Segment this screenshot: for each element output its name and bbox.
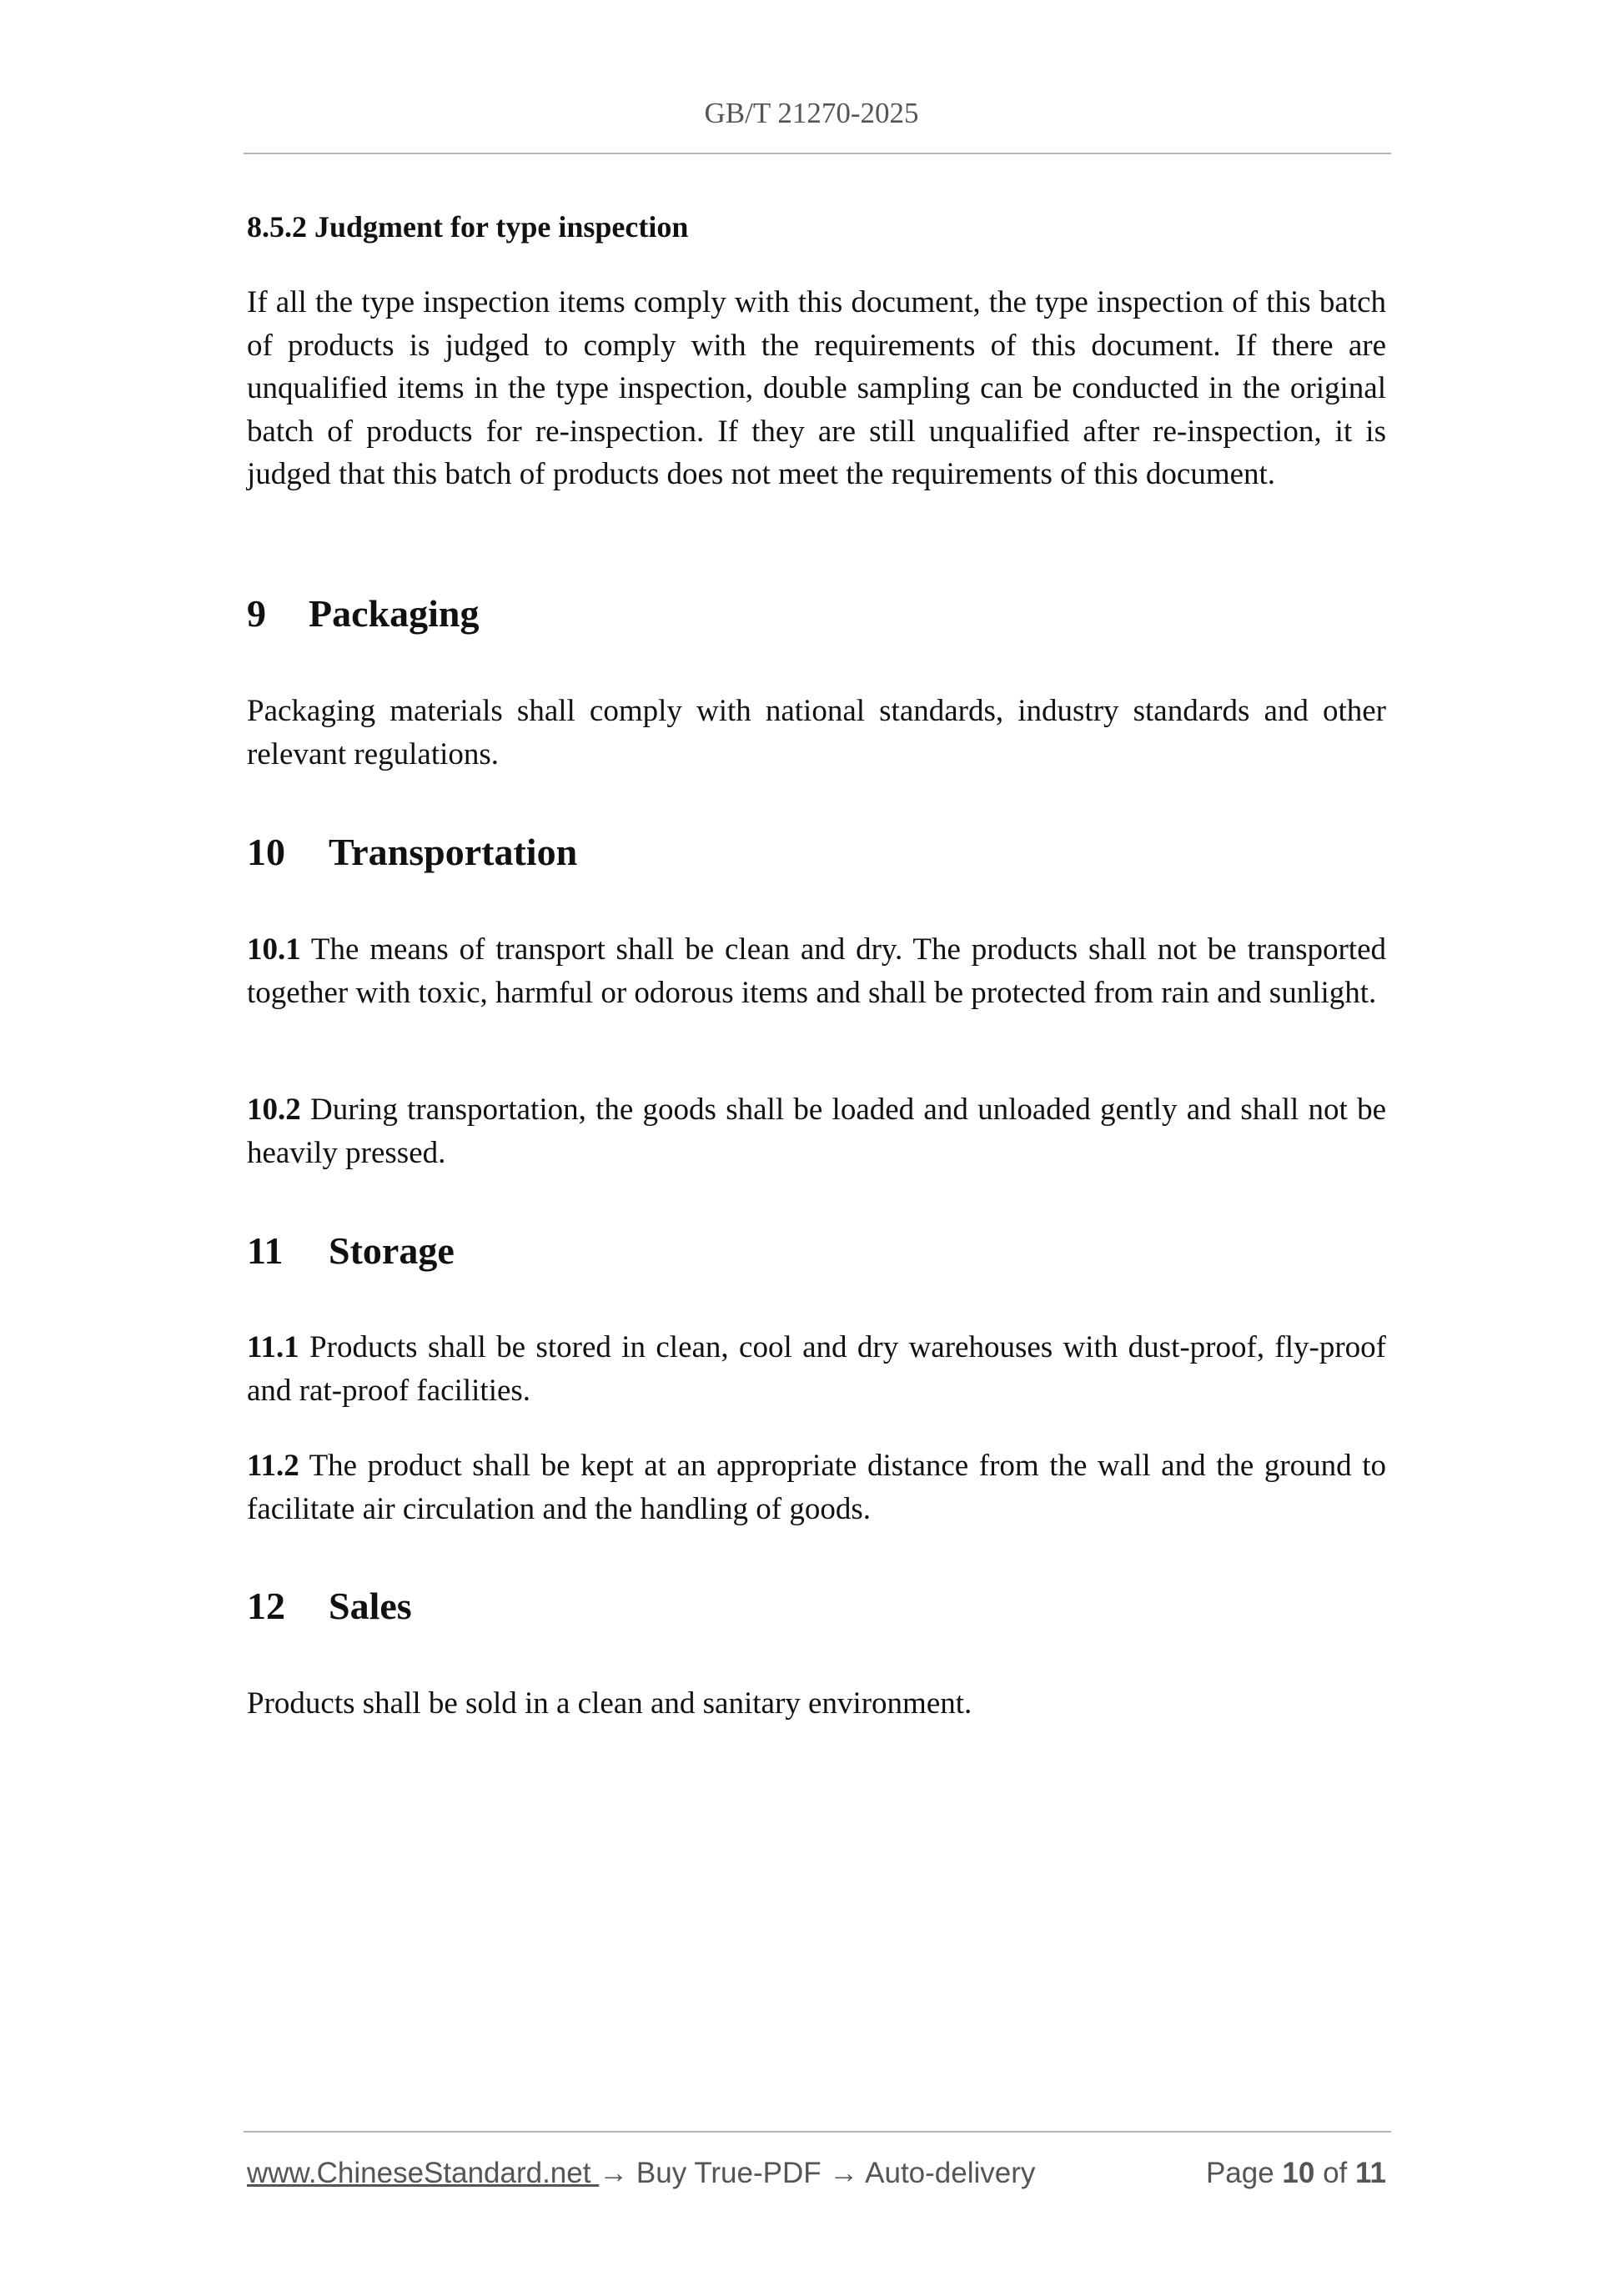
section-number: 9 [247,592,266,635]
section-number: 12 [247,1585,285,1627]
section-12-paragraph: Products shall be sold in a clean and sanitary environment. [247,1686,972,1721]
buy-pdf-text: Buy True-PDF [628,2157,830,2189]
clause-number: 11.2 [247,1449,299,1483]
section-number: 11 [247,1229,284,1272]
clause-text: The product shall be kept at an appropriate distance from the wall and the ground to facilitate air circulation and the handling of goods. [247,1449,1386,1526]
clause-number: 11.1 [247,1330,299,1364]
total-pages: 11 [1355,2157,1386,2189]
clause-10-1 [247,928,1386,1014]
footer-divider [244,2131,1391,2133]
section-12-heading [247,1581,1386,1631]
chinesestandard-link[interactable]: www.ChineseStandard.net [247,2157,600,2189]
auto-delivery-text: Auto-delivery [858,2157,1036,2189]
section-title: Packaging [309,592,480,635]
section-title: Transportation [329,831,578,873]
clause-number: 10.1 [247,932,301,967]
footer-links [247,2153,1035,2193]
header-divider [244,153,1391,154]
current-page: 10 [1282,2157,1315,2189]
section-number: 10 [247,831,285,873]
running-header: GB/T 21270-2025 [704,97,919,129]
section-8-5-2-paragraph: If all the type inspection items comply with this document, the type inspection of this batch of products is judged to comply with the requirements of this document. If there are unqualified items in the type inspection, double sampling can be conducted in the original batch of products for re-inspection. If they are still unqualified after re-inspection, it is judged that this batch of products does not meet the requirements of this document. [247,285,1386,491]
clause-text: The means of transport shall be clean and dry. The products shall not be transported together with toxic, harmful or odorous items and shall be protected from rain and sunlight. [247,932,1386,1010]
clause-number: 10.2 [247,1093,301,1127]
arrow-right-icon: → [599,2157,629,2189]
section-8-5-2-heading: 8.5.2 Judgment for type inspection [247,210,689,244]
page-footer [247,2153,1389,2193]
clause-11-1 [247,1326,1386,1412]
clause-11-2 [247,1444,1386,1530]
section-11-heading [247,1226,1386,1276]
page-label: Page [1205,2157,1283,2189]
arrow-right-icon: → [829,2157,859,2189]
of-label: of [1314,2157,1355,2189]
section-9-heading [247,589,1386,639]
clause-10-2 [247,1088,1386,1174]
clause-text: During transportation, the goods shall be loaded and unloaded gently and shall not be heavily pressed. [247,1093,1386,1170]
clause-text: Products shall be stored in clean, cool and dry warehouses with dust-proof, fly-proof and rat-proof facilities. [247,1330,1386,1408]
page-indicator [1206,2153,1389,2193]
section-9-paragraph: Packaging materials shall comply with national standards, industry standards and other relevant regulations. [247,694,1386,771]
section-10-heading [247,827,1386,877]
section-title: Sales [329,1585,412,1627]
section-title: Storage [329,1229,455,1272]
